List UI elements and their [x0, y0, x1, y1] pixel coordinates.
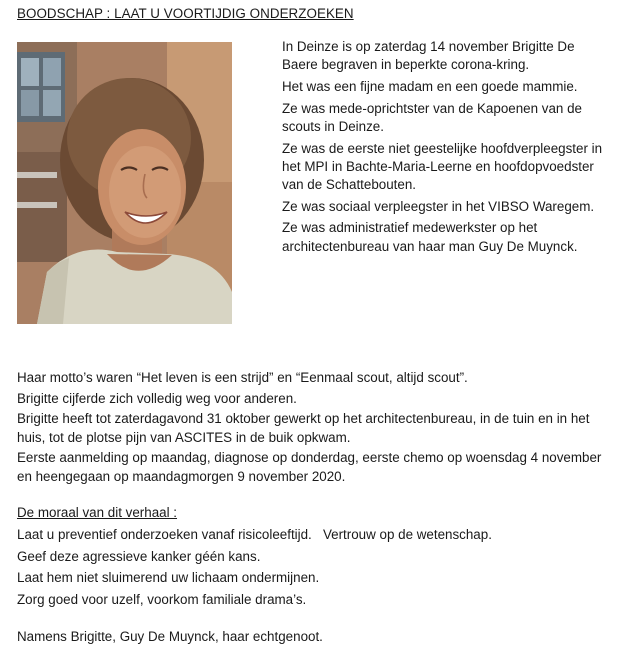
bio-paragraph: Ze was de eerste niet geestelijke hoofdverpleegster in het MPI in Bachte-Maria-Leerne en hoofdopvoedster van de Schattebouten.	[282, 140, 603, 192]
portrait-photo	[17, 42, 232, 324]
story-paragraph: Eerste aanmelding op maandag, diagnose op donderdag, eerste chemo op woensdag 4 november en heengegaan op maandagmorgen 9 november 2020.	[17, 450, 602, 484]
bio-column	[282, 38, 612, 259]
story-section	[17, 369, 617, 489]
bio-paragraph: In Deinze is op zaterdag 14 november Brigitte De Baere begraven in beperkte corona-kring.	[282, 39, 575, 73]
moral-heading: De moraal van dit verhaal :	[17, 505, 178, 520]
story-paragraph: Haar motto’s waren “Het leven is een strijd” en “Eenmaal scout, altijd scout”.	[17, 370, 468, 385]
page-title: BOODSCHAP : LAAT U VOORTIJDIG ONDERZOEKEN	[17, 6, 354, 21]
signature-section	[17, 628, 617, 647]
signature-line: Namens Brigitte, Guy De Muynck, haar echtgenoot.	[17, 629, 323, 644]
moral-line: Geef deze agressieve kanker géén kans.	[17, 548, 261, 564]
moral-line: Zorg goed voor uzelf, voorkom familiale drama’s.	[17, 592, 307, 608]
bio-paragraph: Ze was mede-oprichtster van de Kapoenen van de scouts in Deinze.	[282, 100, 582, 134]
moral-section	[17, 504, 617, 613]
bio-paragraph: Ze was sociaal verpleegster in het VIBSO Waregem.	[282, 198, 595, 214]
story-paragraph: Brigitte cijferde zich volledig weg voor anderen.	[17, 390, 297, 406]
moral-line: Laat hem niet sluimerend uw lichaam ondermijnen.	[17, 570, 320, 586]
moral-line: Laat u preventief onderzoeken vanaf risicoleeftijd. Vertrouw op de wetenschap.	[17, 526, 492, 542]
bio-paragraph: Het was een fijne madam en een goede mammie.	[282, 78, 578, 94]
bio-paragraph: Ze was administratief medewerkster op het architectenbureau van haar man Guy De Muynck.	[282, 220, 578, 254]
story-paragraph: Brigitte heeft tot zaterdagavond 31 oktober gewerkt op het architectenbureau, in de tuin en in het huis, tot de plotse pijn van ASCITES in de buik opkwam.	[17, 411, 590, 445]
